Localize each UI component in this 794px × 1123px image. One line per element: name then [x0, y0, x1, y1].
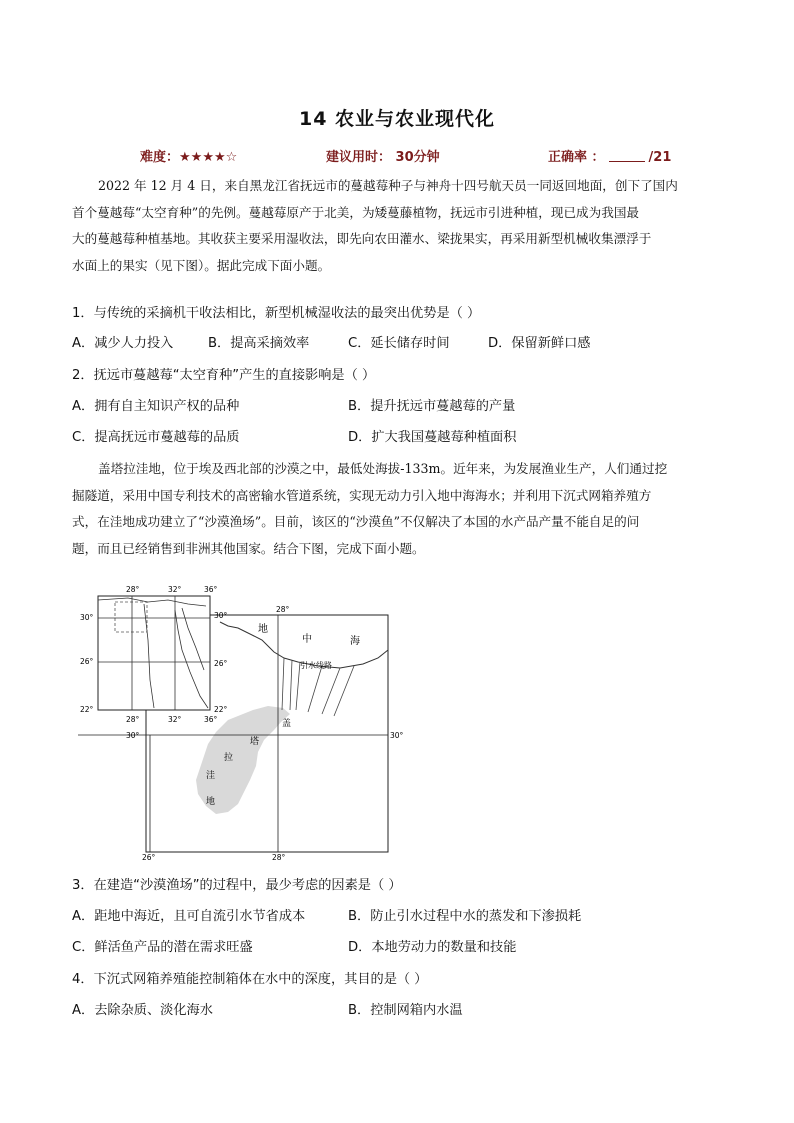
- sea-label: 海: [350, 636, 360, 647]
- inset-top-label: 32°: [168, 585, 182, 594]
- q1-option-d[interactable]: D．保留新鲜口感: [488, 336, 591, 351]
- q1-option-a[interactable]: A．减少人力投入: [72, 336, 174, 351]
- inset-top-label: 28°: [126, 585, 140, 594]
- q1-option-c[interactable]: C．延长储存时间: [348, 336, 450, 351]
- main-top-label: 28°: [276, 605, 290, 614]
- question-1-stem: 1．与传统的采摘机干收法相比，新型机械湿收法的最突出优势是（ ）: [72, 306, 481, 321]
- accuracy-blank[interactable]: [609, 149, 645, 162]
- inset-right-label: 30°: [214, 611, 228, 620]
- q1-option-b[interactable]: B．提高采摘效率: [208, 336, 310, 351]
- q3-option-a[interactable]: A．距地中海近，且可自流引水节省成本: [72, 909, 306, 924]
- depression-label: 拉: [224, 753, 234, 763]
- inset-left-label: 22°: [80, 705, 94, 714]
- q3-option-c[interactable]: C．鲜活鱼产品的潜在需求旺盛: [72, 940, 253, 955]
- accuracy: [548, 146, 671, 165]
- q4-option-a[interactable]: A．去除杂质、淡化海水: [72, 1003, 213, 1018]
- passage-line: 首个蔓越莓“太空育种”的先例。蔓越莓原产于北美，为矮蔓藤植物，抚远市引进种植，现已成为我国最: [72, 204, 640, 220]
- main-bottom-label: 26°: [142, 853, 156, 862]
- inset-right-label: 26°: [214, 659, 228, 668]
- page-title: 14 农业与农业现代化: [298, 108, 496, 130]
- main-side-label-right: 30°: [390, 731, 404, 740]
- inset-bottom-label: 36°: [204, 715, 218, 724]
- q3-option-b[interactable]: B．防止引水过程中水的蒸发和下渗损耗: [348, 909, 582, 924]
- accuracy-total: /21: [648, 150, 672, 165]
- suggested-time: [326, 146, 440, 165]
- sea-label: 中: [302, 634, 312, 645]
- main-side-label: 30°: [126, 731, 140, 740]
- inset-left-label: 26°: [80, 657, 94, 666]
- main-bottom-label: 28°: [272, 853, 286, 862]
- passage-cranberry: [72, 173, 720, 279]
- q2-option-c[interactable]: C．提高抚远市蔓越莓的品质: [72, 430, 240, 445]
- q3-option-d[interactable]: D．本地劳动力的数量和技能: [348, 940, 517, 955]
- sea-label: 地: [258, 624, 268, 635]
- passage-desert-fishery: [72, 456, 720, 562]
- accuracy-label: 正确率 ：: [548, 150, 605, 165]
- time-value: 30分钟: [395, 150, 440, 165]
- difficulty-stars: ★★★★☆: [179, 150, 238, 165]
- qattara-depression-map: [78, 580, 418, 862]
- question-4-stem: 4．下沉式网箱养殖能控制箱体在水中的深度，其目的是（ ）: [72, 972, 428, 987]
- depression-label: 盖: [282, 719, 292, 729]
- question-3-stem: 3．在建造“沙漠渔场”的过程中，最少考虑的因素是（ ）: [72, 878, 402, 893]
- inset-bottom-label: 32°: [168, 715, 182, 724]
- passage-line: 水面上的果实（见下图）。据此完成下面小题。: [72, 257, 331, 273]
- q2-option-b[interactable]: B．提升抚远市蔓越莓的产量: [348, 399, 516, 414]
- inset-right-label: 22°: [214, 705, 228, 714]
- difficulty: [140, 146, 237, 165]
- depression-label: 洼: [206, 771, 216, 781]
- passage-line: 大的蔓越莓种植基地。其收获主要采用湿收法，即先向农田灌水、梁拢果实，再采用新型机械收集漂浮于: [72, 231, 652, 246]
- question-2-stem: 2．抚远市蔓越莓“太空育种”产生的直接影响是（ ）: [72, 368, 376, 383]
- passage-line: 式，在洼地成功建立了“沙漠渔场”。目前，该区的“沙漠鱼”不仅解决了本国的水产品产量不能自足的问: [72, 514, 640, 529]
- inset-bottom-label: 28°: [126, 715, 140, 724]
- passage-line: 掘隧道，采用中国专利技术的高密输水管道系统，实现无动力引入地中海海水；并利用下沉式网箱养殖方: [72, 487, 652, 503]
- q4-option-b[interactable]: B．控制网箱内水温: [348, 1003, 463, 1018]
- inset-left-label: 30°: [80, 613, 94, 622]
- q2-option-d[interactable]: D．扩大我国蔓越莓种植面积: [348, 430, 517, 445]
- depression-label: 塔: [250, 737, 260, 747]
- pipeline-label: 引水线路: [300, 661, 332, 670]
- passage-line: 盖塔拉洼地，位于埃及西北部的沙漠之中，最低处海拔-133m。近年来，为发展渔业生产，人们通过挖: [98, 461, 668, 476]
- time-label: 建议用时：: [326, 150, 392, 165]
- difficulty-label: 难度：: [140, 150, 180, 165]
- passage-line: 题，而且已经销售到非洲其他国家。结合下图，完成下面小题。: [72, 540, 425, 556]
- passage-line: 2022 年 12 月 4 日，来自黑龙江省抚远市的蔓越莓种子与神舟十四号航天员一同返回地面，创下了国内: [98, 178, 678, 193]
- q2-option-a[interactable]: A．拥有自主知识产权的品种: [72, 399, 240, 414]
- inset-top-label: 36°: [204, 585, 218, 594]
- depression-label: 地: [206, 797, 216, 807]
